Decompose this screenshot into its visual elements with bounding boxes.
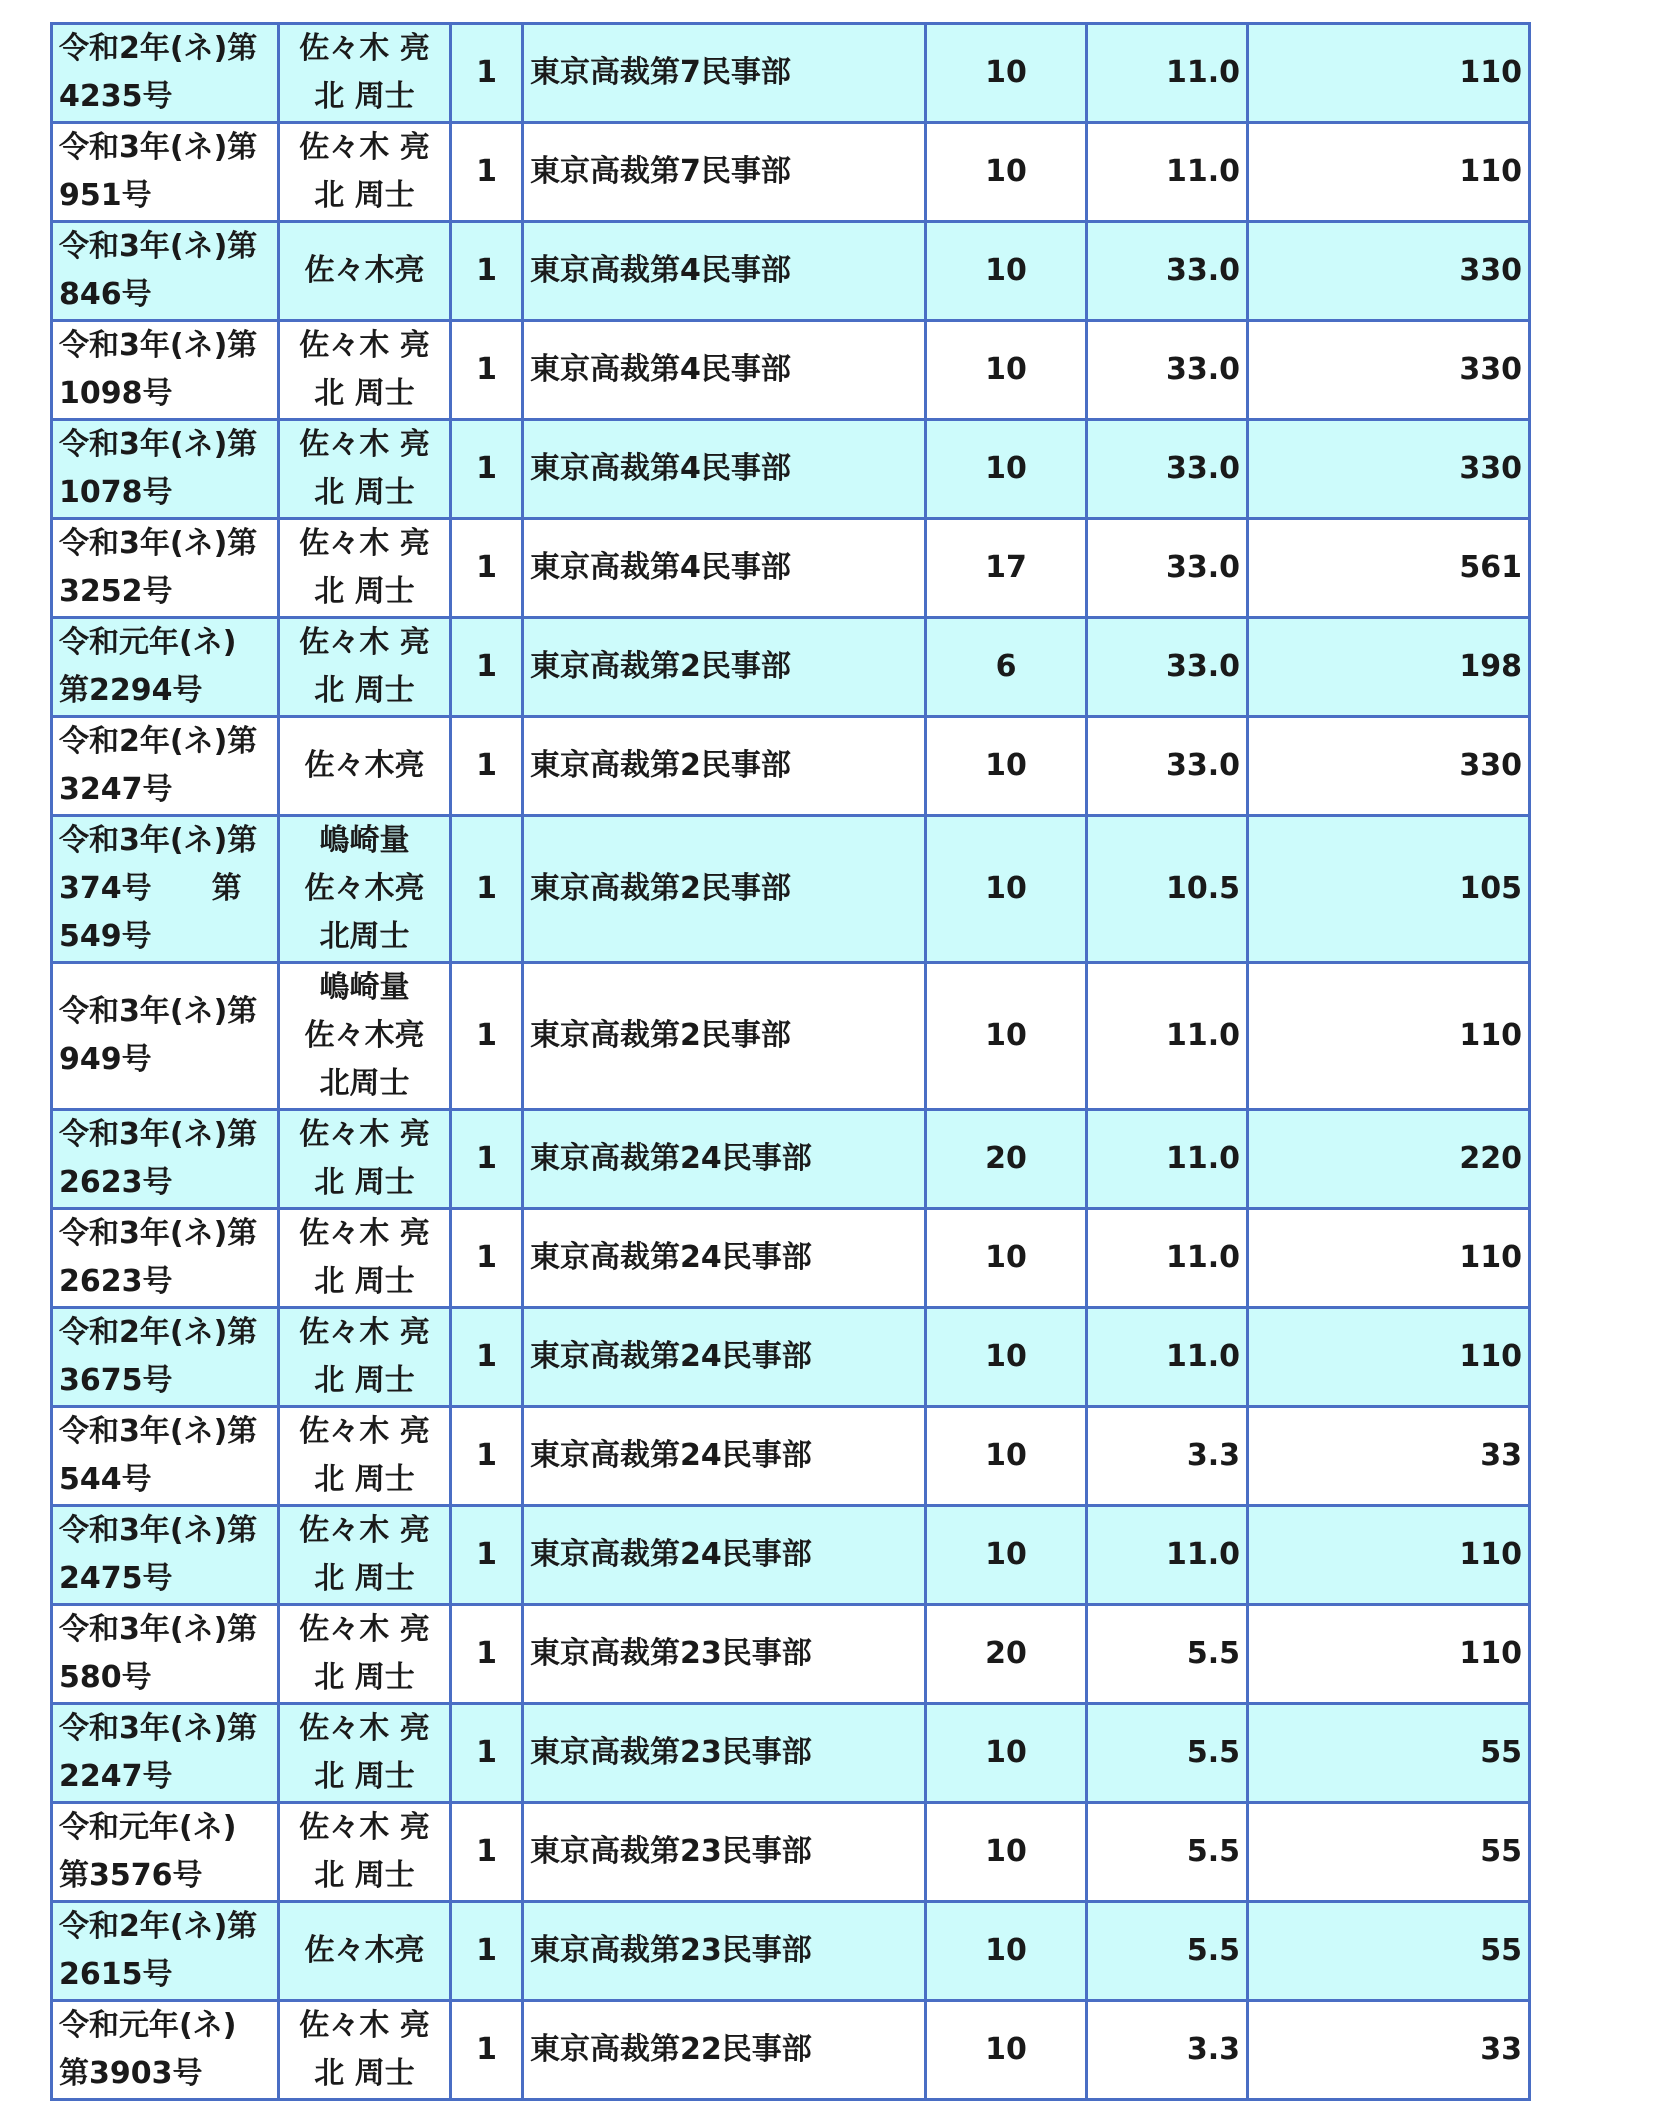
rate-cell: 11.0	[1087, 24, 1248, 123]
attorney-cell: 佐々木 亮 北 周士	[279, 1209, 451, 1308]
case-number-cell: 令和元年(ネ) 第2294号	[52, 618, 279, 717]
case-number-cell: 令和元年(ネ) 第3576号	[52, 1803, 279, 1902]
case-number-cell: 令和3年(ネ)第 374号 第 549号	[52, 816, 279, 963]
days-cell: 10	[926, 321, 1087, 420]
count-cell: 1	[451, 1902, 523, 2001]
attorney-cell: 佐々木 亮 北 周士	[279, 1407, 451, 1506]
court-cell: 東京高裁第22民事部	[523, 2001, 926, 2100]
rate-cell: 5.5	[1087, 1704, 1248, 1803]
days-cell: 10	[926, 963, 1087, 1110]
table-row	[52, 1605, 1530, 1704]
case-number-cell: 令和3年(ネ)第 2623号	[52, 1110, 279, 1209]
attorney-cell: 佐々木 亮 北 周士	[279, 1803, 451, 1902]
attorney-cell: 佐々木亮	[279, 222, 451, 321]
attorney-cell: 佐々木 亮 北 周士	[279, 618, 451, 717]
attorney-cell: 佐々木 亮 北 周士	[279, 1110, 451, 1209]
count-cell: 1	[451, 222, 523, 321]
amount-cell: 55	[1248, 1902, 1530, 2001]
table-row	[52, 1407, 1530, 1506]
count-cell: 1	[451, 24, 523, 123]
rate-cell: 33.0	[1087, 717, 1248, 816]
attorney-cell: 嶋崎量 佐々木亮 北周士	[279, 963, 451, 1110]
count-cell: 1	[451, 1209, 523, 1308]
rate-cell: 11.0	[1087, 1308, 1248, 1407]
court-cell: 東京高裁第23民事部	[523, 1902, 926, 2001]
count-cell: 1	[451, 1407, 523, 1506]
case-number-cell: 令和3年(ネ)第 544号	[52, 1407, 279, 1506]
table-row	[52, 1308, 1530, 1407]
court-cell: 東京高裁第23民事部	[523, 1704, 926, 1803]
case-number-cell: 令和2年(ネ)第 4235号	[52, 24, 279, 123]
case-number-cell: 令和2年(ネ)第 3675号	[52, 1308, 279, 1407]
attorney-cell: 佐々木 亮 北 周士	[279, 24, 451, 123]
rate-cell: 5.5	[1087, 1902, 1248, 2001]
days-cell: 10	[926, 24, 1087, 123]
amount-cell: 561	[1248, 519, 1530, 618]
count-cell: 1	[451, 2001, 523, 2100]
count-cell: 1	[451, 1704, 523, 1803]
court-cell: 東京高裁第24民事部	[523, 1407, 926, 1506]
rate-cell: 10.5	[1087, 816, 1248, 963]
attorney-cell: 佐々木 亮 北 周士	[279, 1605, 451, 1704]
court-cell: 東京高裁第2民事部	[523, 816, 926, 963]
days-cell: 10	[926, 1704, 1087, 1803]
case-table	[50, 22, 1531, 2101]
table-row	[52, 1803, 1530, 1902]
days-cell: 10	[926, 123, 1087, 222]
table-row	[52, 618, 1530, 717]
table-row	[52, 1209, 1530, 1308]
count-cell: 1	[451, 1110, 523, 1209]
amount-cell: 55	[1248, 1803, 1530, 1902]
court-cell: 東京高裁第23民事部	[523, 1605, 926, 1704]
court-cell: 東京高裁第2民事部	[523, 618, 926, 717]
case-number-cell: 令和3年(ネ)第 2247号	[52, 1704, 279, 1803]
rate-cell: 11.0	[1087, 1209, 1248, 1308]
amount-cell: 105	[1248, 816, 1530, 963]
rate-cell: 33.0	[1087, 321, 1248, 420]
amount-cell: 220	[1248, 1110, 1530, 1209]
amount-cell: 110	[1248, 1308, 1530, 1407]
table-row	[52, 1506, 1530, 1605]
court-cell: 東京高裁第24民事部	[523, 1110, 926, 1209]
case-number-cell: 令和2年(ネ)第 3247号	[52, 717, 279, 816]
court-cell: 東京高裁第4民事部	[523, 321, 926, 420]
attorney-cell: 嶋崎量 佐々木亮 北周士	[279, 816, 451, 963]
days-cell: 10	[926, 2001, 1087, 2100]
count-cell: 1	[451, 321, 523, 420]
table-row	[52, 123, 1530, 222]
case-number-cell: 令和3年(ネ)第 949号	[52, 963, 279, 1110]
amount-cell: 330	[1248, 420, 1530, 519]
attorney-cell: 佐々木亮	[279, 1902, 451, 2001]
case-number-cell: 令和3年(ネ)第 580号	[52, 1605, 279, 1704]
court-cell: 東京高裁第24民事部	[523, 1308, 926, 1407]
days-cell: 10	[926, 420, 1087, 519]
rate-cell: 33.0	[1087, 519, 1248, 618]
rate-cell: 11.0	[1087, 1110, 1248, 1209]
court-cell: 東京高裁第2民事部	[523, 963, 926, 1110]
days-cell: 10	[926, 1308, 1087, 1407]
days-cell: 10	[926, 1506, 1087, 1605]
amount-cell: 330	[1248, 321, 1530, 420]
table-row	[52, 816, 1530, 963]
days-cell: 6	[926, 618, 1087, 717]
count-cell: 1	[451, 963, 523, 1110]
amount-cell: 33	[1248, 1407, 1530, 1506]
count-cell: 1	[451, 1605, 523, 1704]
amount-cell: 110	[1248, 123, 1530, 222]
table-row	[52, 963, 1530, 1110]
court-cell: 東京高裁第4民事部	[523, 222, 926, 321]
case-number-cell: 令和3年(ネ)第 951号	[52, 123, 279, 222]
table-row	[52, 519, 1530, 618]
rate-cell: 3.3	[1087, 2001, 1248, 2100]
attorney-cell: 佐々木 亮 北 周士	[279, 1704, 451, 1803]
amount-cell: 110	[1248, 1209, 1530, 1308]
days-cell: 10	[926, 222, 1087, 321]
court-cell: 東京高裁第4民事部	[523, 519, 926, 618]
days-cell: 10	[926, 1407, 1087, 1506]
court-cell: 東京高裁第24民事部	[523, 1209, 926, 1308]
rate-cell: 33.0	[1087, 420, 1248, 519]
attorney-cell: 佐々木 亮 北 周士	[279, 2001, 451, 2100]
attorney-cell: 佐々木 亮 北 周士	[279, 123, 451, 222]
count-cell: 1	[451, 717, 523, 816]
case-number-cell: 令和3年(ネ)第 3252号	[52, 519, 279, 618]
court-cell: 東京高裁第23民事部	[523, 1803, 926, 1902]
count-cell: 1	[451, 618, 523, 717]
count-cell: 1	[451, 1308, 523, 1407]
rate-cell: 3.3	[1087, 1407, 1248, 1506]
case-number-cell: 令和3年(ネ)第 1098号	[52, 321, 279, 420]
attorney-cell: 佐々木 亮 北 周士	[279, 519, 451, 618]
table-row	[52, 2001, 1530, 2100]
amount-cell: 110	[1248, 963, 1530, 1110]
amount-cell: 110	[1248, 1506, 1530, 1605]
days-cell: 10	[926, 1209, 1087, 1308]
case-number-cell: 令和3年(ネ)第 2475号	[52, 1506, 279, 1605]
days-cell: 20	[926, 1110, 1087, 1209]
court-cell: 東京高裁第2民事部	[523, 717, 926, 816]
table-row	[52, 222, 1530, 321]
court-cell: 東京高裁第7民事部	[523, 24, 926, 123]
amount-cell: 110	[1248, 1605, 1530, 1704]
case-number-cell: 令和3年(ネ)第 1078号	[52, 420, 279, 519]
case-number-cell: 令和元年(ネ) 第3903号	[52, 2001, 279, 2100]
rate-cell: 5.5	[1087, 1803, 1248, 1902]
count-cell: 1	[451, 519, 523, 618]
amount-cell: 55	[1248, 1704, 1530, 1803]
case-number-cell: 令和3年(ネ)第 2623号	[52, 1209, 279, 1308]
days-cell: 10	[926, 816, 1087, 963]
rate-cell: 5.5	[1087, 1605, 1248, 1704]
attorney-cell: 佐々木亮	[279, 717, 451, 816]
case-number-cell: 令和2年(ネ)第 2615号	[52, 1902, 279, 2001]
court-cell: 東京高裁第4民事部	[523, 420, 926, 519]
amount-cell: 330	[1248, 222, 1530, 321]
count-cell: 1	[451, 1803, 523, 1902]
days-cell: 17	[926, 519, 1087, 618]
table-row	[52, 1110, 1530, 1209]
rate-cell: 11.0	[1087, 123, 1248, 222]
days-cell: 20	[926, 1605, 1087, 1704]
attorney-cell: 佐々木 亮 北 周士	[279, 1506, 451, 1605]
count-cell: 1	[451, 1506, 523, 1605]
attorney-cell: 佐々木 亮 北 周士	[279, 1308, 451, 1407]
table-row	[52, 321, 1530, 420]
rate-cell: 11.0	[1087, 1506, 1248, 1605]
table-row	[52, 717, 1530, 816]
attorney-cell: 佐々木 亮 北 周士	[279, 420, 451, 519]
amount-cell: 110	[1248, 24, 1530, 123]
count-cell: 1	[451, 420, 523, 519]
table-row	[52, 1704, 1530, 1803]
days-cell: 10	[926, 717, 1087, 816]
amount-cell: 198	[1248, 618, 1530, 717]
attorney-cell: 佐々木 亮 北 周士	[279, 321, 451, 420]
case-table-body	[52, 24, 1530, 2100]
table-row	[52, 420, 1530, 519]
court-cell: 東京高裁第7民事部	[523, 123, 926, 222]
count-cell: 1	[451, 816, 523, 963]
count-cell: 1	[451, 123, 523, 222]
table-row	[52, 24, 1530, 123]
rate-cell: 33.0	[1087, 222, 1248, 321]
rate-cell: 33.0	[1087, 618, 1248, 717]
rate-cell: 11.0	[1087, 963, 1248, 1110]
amount-cell: 330	[1248, 717, 1530, 816]
amount-cell: 33	[1248, 2001, 1530, 2100]
days-cell: 10	[926, 1803, 1087, 1902]
court-cell: 東京高裁第24民事部	[523, 1506, 926, 1605]
table-row	[52, 1902, 1530, 2001]
case-number-cell: 令和3年(ネ)第 846号	[52, 222, 279, 321]
days-cell: 10	[926, 1902, 1087, 2001]
